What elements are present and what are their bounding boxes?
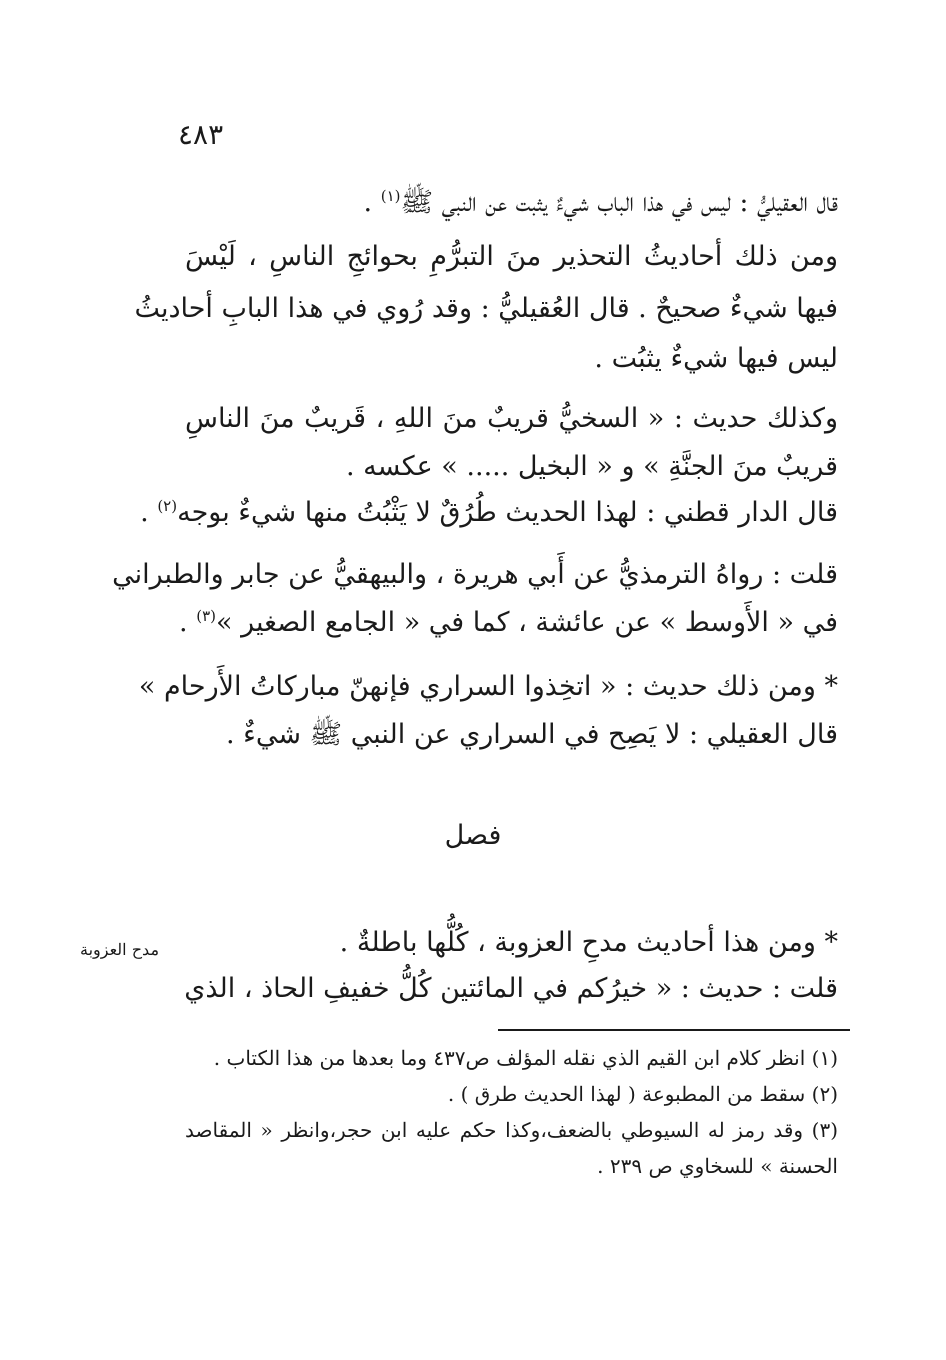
paragraph-3-line-1: وكذلك حديث : « السخيُّ قريبٌ منَ اللهِ ، قَريبٌ منَ الناسِ xyxy=(185,403,838,434)
paragraph-4-line-1 xyxy=(140,496,838,530)
footnote-3-line-2: الحسنة » للسخاوي ص ٢٣٩ . xyxy=(597,1154,838,1178)
footnote-2: (٢) سقط من المطبوعة ( لهذا الحديث طرق ) . xyxy=(447,1082,838,1106)
page-number: ٤٨٣ xyxy=(178,118,224,151)
paragraph-5-line-2 xyxy=(179,606,838,640)
paragraph-7-line-1: * ومن هذا أحاديث مدحِ العزوبة ، كُلُّها باطلةٌ . xyxy=(339,927,838,958)
paragraph-2-line-2: فيها شيءٌ صحيحٌ . قال العُقيليُّ : وقد رُوي في هذا البابِ أحاديثُ xyxy=(134,293,838,324)
paragraph-3-line-2: قريبٌ منَ الجنَّةِ » و « البخيل ..... » عكسه . xyxy=(345,451,838,482)
paragraph-5-line-1: قلت : رواهُ الترمذيُّ عن أَبي هريرة ، والبيهقيُّ عن جابر والطبراني xyxy=(112,559,838,590)
margin-note: مدح العزوبة xyxy=(80,940,160,959)
footnote-ref-3: (٣) xyxy=(196,607,216,625)
paragraph-6-line-2: قال العقيلي : لا يَصِح في السراري عن النبي ﷺ شيءٌ . xyxy=(225,719,838,750)
paragraph-6-line-1: * ومن ذلك حديث : « اتخِذوا السراري فإنهنّ مباركاتُ الأَرحام » xyxy=(138,671,838,702)
footnote-ref-1: (١) xyxy=(380,187,401,205)
paragraph-1-text: قال العقيليُّ : ليس في هذا الباب شيءٌ يثبت عن النبي ﷺ xyxy=(400,187,838,218)
paragraph-4-end: . xyxy=(140,497,149,528)
footnote-ref-2: (٢) xyxy=(157,497,178,515)
paragraph-1-end: . xyxy=(363,187,373,218)
paragraph-4-text: قال الدار قطني : لهذا الحديث طُرُقٌ لا يَثْبُتُ منها شيءٌ بوجه xyxy=(177,497,838,528)
footnote-1: (١) انظر كلام ابن القيم الذي نقله المؤلف ص٤٣٧ وما بعدها من هذا الكتاب . xyxy=(213,1046,838,1070)
section-heading: فصل xyxy=(444,820,502,851)
paragraph-5-end: . xyxy=(179,607,188,638)
footnote-3-line-1: (٣) وقد رمز له السيوطي بالضعف،وكذا حكم عليه ابن حجر،وانظر « المقاصد xyxy=(185,1118,839,1142)
paragraph-5-text: في « الأَوسط » عن عائشة ، كما في « الجامع الصغير » xyxy=(216,607,838,638)
footnote-separator xyxy=(498,1029,850,1031)
paragraph-2-line-3: ليس فيها شيءٌ يثبُت . xyxy=(594,343,838,374)
paragraph-2-line-1: ومن ذلك أحاديثُ التحذير منَ التبرُّمِ بحوائجِ الناسِ ، لَيْسَ xyxy=(185,241,838,272)
paragraph-7-line-2: قلت : حديث : « خيرُكم في المائتين كُلُّ خفيفِ الحاذ ، الذي xyxy=(184,973,838,1004)
paragraph-1-line-1 xyxy=(364,186,838,220)
